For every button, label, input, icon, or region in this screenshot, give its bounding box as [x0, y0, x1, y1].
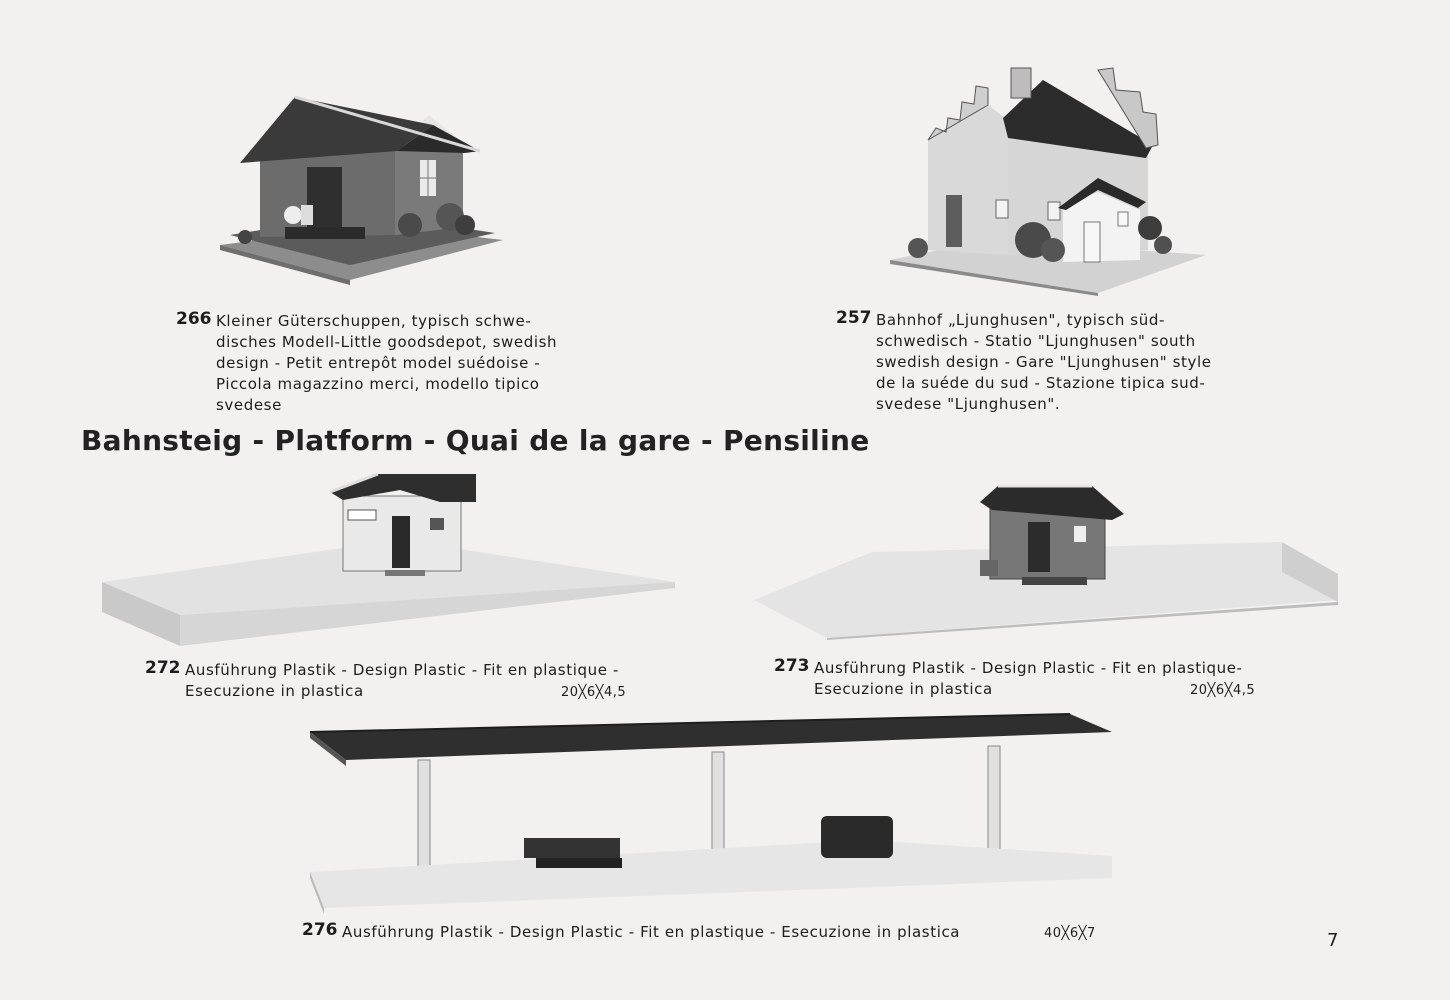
caption-line: Kleiner Güterschuppen, typisch schwe-	[216, 312, 532, 330]
item-266-caption	[176, 311, 576, 421]
station-building-photo	[888, 50, 1208, 296]
caption-line: Piccola magazzino merci, modello tipico	[216, 375, 540, 393]
caption-line: svedese	[216, 396, 282, 414]
item-273-caption	[774, 658, 1294, 704]
item-number: 272	[145, 658, 181, 678]
caption-line: Esecuzione in plastica	[185, 682, 364, 700]
caption-line: svedese "Ljunghusen".	[876, 395, 1061, 413]
page-number: 7	[1327, 930, 1339, 951]
caption-line: design - Petit entrepôt model suédoise -	[216, 354, 541, 372]
item-276-caption	[302, 922, 1142, 948]
dimensions: 40╳6╳7	[1044, 926, 1096, 941]
item-272-caption	[145, 660, 665, 706]
caption-line: Ausführung Plastik - Design Plastic - Fit en plastique-	[814, 659, 1243, 677]
caption-line: Ausführung Plastik - Design Plastic - Fit en plastique -	[185, 661, 619, 679]
item-257-caption	[836, 310, 1256, 420]
dimensions: 20╳6╳4,5	[561, 685, 627, 700]
platform-small-hut-photo	[100, 470, 678, 648]
platform-wooden-hut-photo	[752, 482, 1342, 640]
caption-line: swedish design - Gare "Ljunghusen" style	[876, 353, 1212, 371]
item-number: 266	[176, 309, 212, 329]
caption-line: schwedisch - Statio "Ljunghusen" south	[876, 332, 1196, 350]
caption-line: de la suéde du sud - Stazione tipica sud-	[876, 374, 1206, 392]
item-number: 273	[774, 656, 810, 676]
caption-line: Bahnhof „Ljunghusen", typisch süd-	[876, 311, 1165, 329]
section-heading: Bahnsteig - Platform - Quai de la gare - Pensiline	[81, 424, 870, 457]
caption-line: disches Modell-Little goodsdepot, swedish	[216, 333, 558, 351]
caption-line: Esecuzione in plastica	[814, 680, 993, 698]
item-number: 276	[302, 920, 338, 940]
item-number: 257	[836, 308, 872, 328]
dimensions: 20╳6╳4,5	[1190, 683, 1256, 698]
goods-shed-photo	[215, 85, 510, 285]
caption-line: Ausführung Plastik - Design Plastic - Fit en plastique - Esecuzione in plastica	[342, 923, 961, 941]
covered-platform-photo	[306, 710, 1116, 914]
